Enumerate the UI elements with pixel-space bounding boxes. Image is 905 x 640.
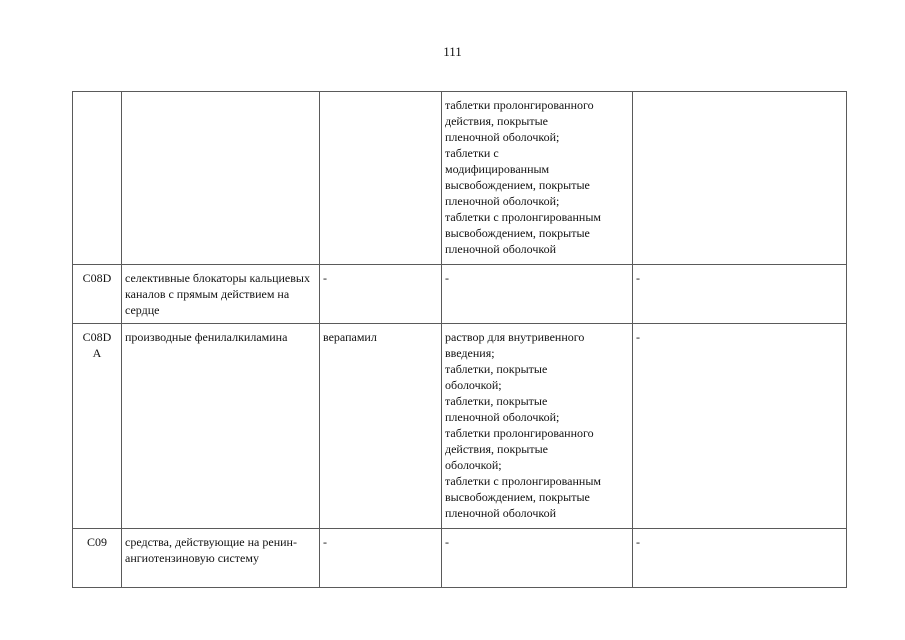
page-number: 111 (443, 44, 462, 59)
table-row (73, 265, 847, 324)
dosage-form-line: таблетки с (445, 146, 499, 160)
table-row (73, 529, 847, 588)
dosage-form-line: действия, покрытые (445, 114, 548, 128)
drug-table (72, 91, 847, 588)
extra-cell: - (633, 265, 847, 324)
dosage-form-line: оболочкой; (445, 458, 502, 472)
dosage-forms-cell (442, 92, 633, 265)
extra-cell (633, 92, 847, 265)
dosage-form-line: высвобождением, покрытые (445, 178, 590, 192)
dosage-form-line: пленочной оболочкой; (445, 194, 560, 208)
group-cell (122, 265, 320, 324)
dosage-form-line: таблетки, покрытые (445, 362, 548, 376)
dosage-form-line: высвобождением, покрытые (445, 226, 590, 240)
dosage-form-line: - (445, 535, 449, 549)
group-cell (122, 324, 320, 529)
dosage-form-line: таблетки с пролонгированным (445, 210, 602, 224)
atc-code-cell: C08D (73, 265, 122, 324)
dosage-form-line: таблетки, покрытые (445, 394, 548, 408)
extra-cell: - (633, 529, 847, 588)
dosage-form-line: оболочкой; (445, 378, 502, 392)
substance-cell: - (320, 529, 442, 588)
table-row (73, 92, 847, 265)
substance-cell: верапамил (320, 324, 442, 529)
dosage-forms-cell (442, 529, 633, 588)
group-cell (122, 92, 320, 265)
dosage-forms-cell (442, 324, 633, 529)
atc-code-text: C08D A (82, 330, 112, 360)
group-text: средства, действующие на ренин-ангиотензиновую систему (125, 535, 297, 565)
atc-code-cell (73, 324, 122, 529)
extra-cell: - (633, 324, 847, 529)
atc-code-cell (73, 92, 122, 265)
group-text: производные фенилалкиламина (125, 330, 288, 344)
substance-cell (320, 92, 442, 265)
dosage-form-line: модифицированным (445, 162, 550, 176)
table-row (73, 324, 847, 529)
dosage-form-line: введения; (445, 346, 495, 360)
dosage-form-line: действия, покрытые (445, 442, 548, 456)
group-cell (122, 529, 320, 588)
dosage-form-line: высвобождением, покрытые (445, 490, 590, 504)
dosage-form-line: пленочной оболочкой; (445, 410, 560, 424)
dosage-form-line: таблетки пролонгированного (445, 98, 594, 112)
dosage-form-line: таблетки пролонгированного (445, 426, 594, 440)
dosage-form-line: пленочной оболочкой (445, 242, 557, 256)
dosage-form-line: пленочной оболочкой; (445, 130, 560, 144)
group-text: селективные блокаторы кальциевых каналов с прямым действием на сердце (125, 271, 310, 317)
dosage-form-line: таблетки с пролонгированным (445, 474, 602, 488)
dosage-forms-cell (442, 265, 633, 324)
atc-code-cell: C09 (73, 529, 122, 588)
substance-cell: - (320, 265, 442, 324)
dosage-form-line: - (445, 271, 449, 285)
dosage-form-line: раствор для внутривенного (445, 330, 585, 344)
dosage-form-line: пленочной оболочкой (445, 506, 557, 520)
